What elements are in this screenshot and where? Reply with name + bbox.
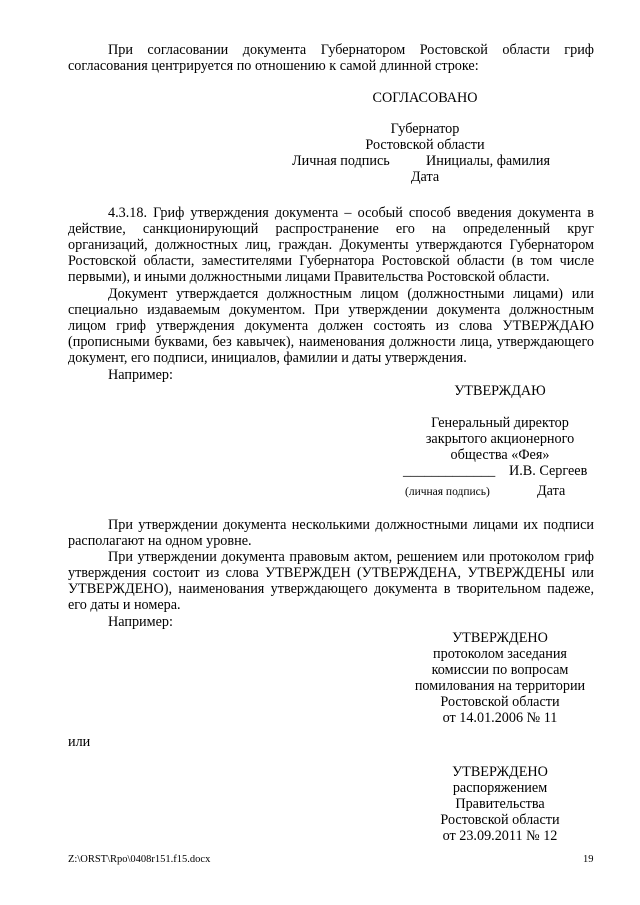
approval-position: Губернатор bbox=[390, 121, 460, 137]
order-line-1: распоряжением bbox=[452, 780, 548, 796]
paragraph-official-approval: Документ утверждается должностным лицом (должностными лицами) или специально издаваемым документом. При утверждении документа должностным лицом гриф утверждения документа должен состоять из слова УТВЕРЖДАЮ (прописными буквами, без кавычек), наименования должности лица, утверждающего документ, его подписи, инициалов, фамилии и даты утверждения. bbox=[68, 286, 594, 367]
page-number: 19 bbox=[583, 854, 594, 865]
protocol-line-1: протоколом заседания bbox=[433, 646, 567, 662]
protocol-line-4: Ростовской области bbox=[440, 694, 560, 710]
confirm-heading: УТВЕРЖДАЮ bbox=[454, 383, 546, 399]
for-example-label: Например: bbox=[108, 367, 173, 383]
order-line-3: Ростовской области bbox=[440, 812, 560, 828]
confirm-date-caption: Дата bbox=[537, 483, 566, 499]
paragraph-legal-act-approval: При утверждении документа правовым актом, решением или протоколом гриф утверждения состоит из слова УТВЕРЖДЕН (УТВЕРЖДЕНА, УТВЕРЖДЕНЫ или УТВЕРЖДЕНО), наименования утверждающего документа в творительном падеже, его даты и номера. bbox=[68, 549, 594, 614]
protocol-heading: УТВЕРЖДЕНО bbox=[452, 630, 548, 646]
approval-region: Ростовской области bbox=[365, 137, 485, 153]
order-heading: УТВЕРЖДЕНО bbox=[452, 764, 548, 780]
confirm-signer-name: И.В. Сергеев bbox=[509, 463, 588, 479]
confirm-organization-line1: закрытого акционерного bbox=[425, 431, 575, 447]
confirm-signature-caption: (личная подпись) bbox=[405, 486, 490, 498]
order-line-2: Правительства bbox=[455, 796, 545, 812]
approval-date-label: Дата bbox=[410, 169, 440, 185]
confirm-position: Генеральный директор bbox=[431, 415, 569, 431]
approval-heading: СОГЛАСОВАНО bbox=[372, 90, 478, 106]
approval-signature-label: Личная подпись bbox=[292, 153, 390, 169]
order-line-4: от 23.09.2011 № 12 bbox=[442, 828, 558, 844]
for-example-label-2: Например: bbox=[108, 614, 173, 630]
approval-initials-label: Инициалы, фамилия bbox=[426, 153, 551, 169]
paragraph-multiple-signers: При утверждении документа несколькими должностными лицами их подписи располагают на одном уровне. bbox=[68, 517, 594, 550]
footer-file-path: Z:\ORST\Rpo\0408r151.f15.docx bbox=[68, 854, 211, 865]
protocol-line-5: от 14.01.2006 № 11 bbox=[442, 710, 558, 726]
confirm-signature-line: _____________ bbox=[403, 463, 496, 479]
protocol-line-3: помилования на территории bbox=[414, 678, 586, 694]
or-label: или bbox=[68, 734, 91, 750]
paragraph-4-3-18: 4.3.18. Гриф утверждения документа – особый способ введения документа в действие, санкционирующий распространение его на определенный круг организаций, должностных лиц, граждан. Документы утверждаются Губернатором Ростовской области, заместителями Губернатора Ростовской области (в том числе первыми), и иными должностными лицами Правительства Ростовской области. bbox=[68, 205, 594, 286]
protocol-line-2: комиссии по вопросам bbox=[431, 662, 569, 678]
paragraph-approval-intro: При согласовании документа Губернатором Ростовской области гриф согласования центрируется по отношению к самой длинной строке: bbox=[68, 42, 594, 75]
confirm-organization-line2: общества «Фея» bbox=[450, 447, 550, 463]
